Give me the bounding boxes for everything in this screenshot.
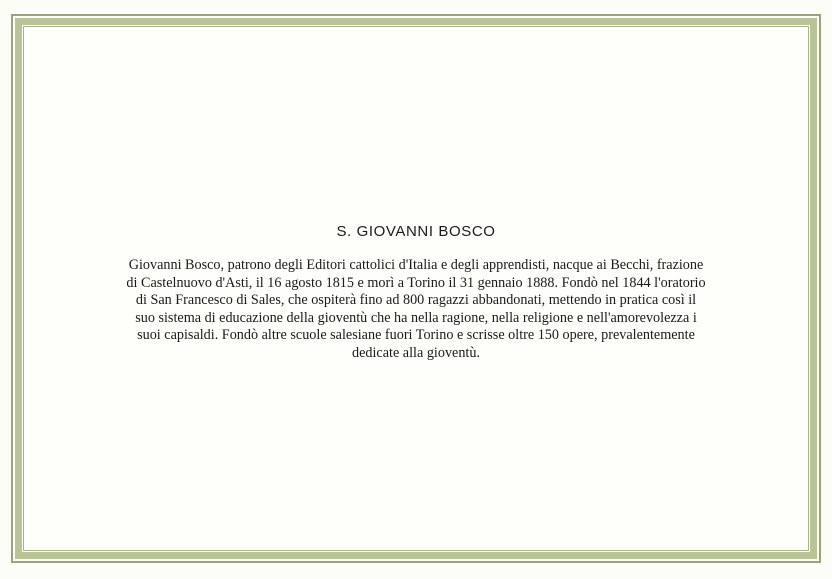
- body-line: suo sistema di educazione della gioventù che ha nella ragione, nella religione e nell'amorevolezza i: [135, 309, 697, 326]
- page-title: S. GIOVANNI BOSCO: [336, 223, 496, 240]
- body-line: di San Francesco di Sales, che ospiterà fino ad 800 ragazzi abbandonati, mettendo in pratica così il: [135, 292, 697, 309]
- body-line: Giovanni Bosco, patrono degli Editori cattolici d'Italia e degli apprendisti, nacque ai Becchi, frazione: [128, 257, 704, 273]
- body-line: di Castelnuovo d'Asti, il 16 agosto 1815 e morì a Torino il 31 gennaio 1888. Fondò nel 1844 l'oratorio: [126, 274, 706, 291]
- body-paragraph: [66, 257, 766, 363]
- body-line: suoi capisaldi. Fondò altre scuole salesiane fuori Torino e scrisse oltre 150 opere, prevalentemente: [137, 327, 695, 344]
- body-line: dedicate alla gioventù.: [351, 344, 481, 361]
